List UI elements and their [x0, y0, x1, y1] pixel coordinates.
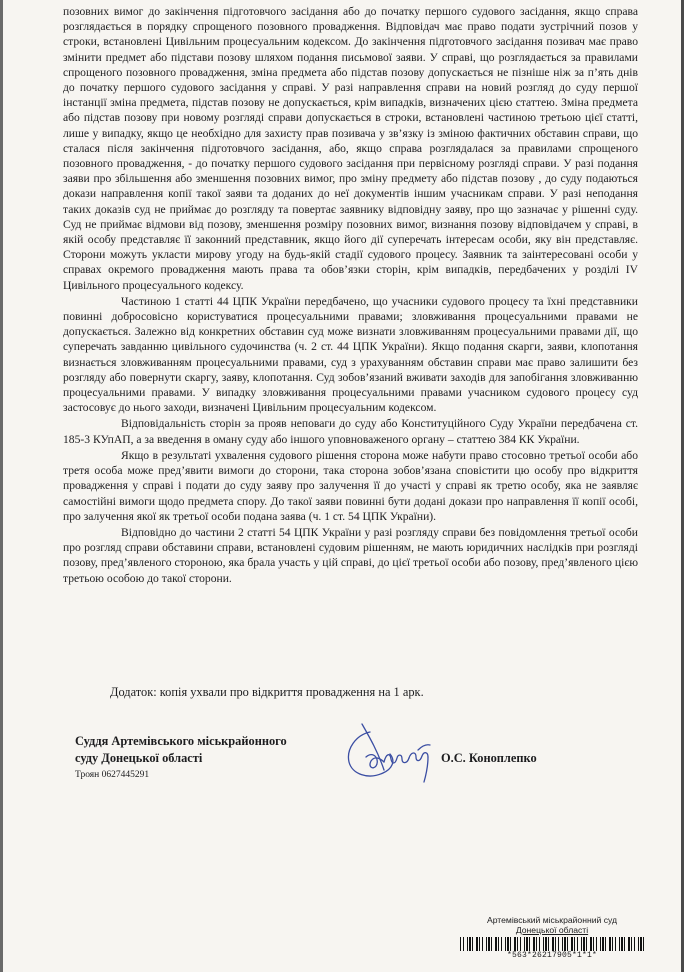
judge-title-line-1: Суддя Артемівського міськрайонного: [75, 734, 287, 748]
barcode-bar: [460, 937, 461, 951]
barcode-bar: [634, 937, 635, 951]
barcode-bar: [533, 937, 535, 951]
barcode-bar: [501, 937, 502, 951]
scan-edge-left: [0, 0, 3, 972]
signature-block: [75, 733, 287, 781]
barcode-bar: [491, 937, 492, 951]
barcode-bar: [577, 937, 578, 951]
barcode-number: *563*26217905*1*1*: [506, 951, 597, 960]
barcode-bar: [524, 937, 525, 951]
barcode-bar: [640, 937, 642, 951]
barcode-bar: [583, 937, 585, 951]
barcode-bar: [567, 937, 568, 951]
barcode-bar: [602, 937, 604, 951]
barcode-bar: [638, 937, 639, 951]
barcode-bar: [558, 937, 559, 951]
barcode-bar: [605, 937, 606, 951]
judge-title-line-2: суду Донецької області: [75, 751, 203, 765]
barcode-bar: [548, 937, 549, 951]
stamp-court-name: Артемівський міськрайонний суд: [486, 915, 618, 925]
barcode-bar: [581, 937, 582, 951]
barcode-bar: [612, 937, 613, 951]
body-paragraph-1: позовних вимог до закінчення підготовчого засідання або до початку першого судового засідання, якщо справа розглядається в порядку спрощеного позовного провадження. Відповідач має право подати зустрічний позов у строки, встановлені Цивільним процесуальним кодексом. До закінчення підготовчого засідання позивач має право змінити предмет або підстави позову шляхом подання письмової заяви. У справі, що розглядається за правилами спрощеного позовного провадження, зміна предмета або підстав позову допускається не пізніше ніж за п’ять днів до початку першого судового засідання у справі. У разі направлення справи на новий розгляд до суду першої інстанції зміна предмета, підстав позову не допускається, крім випадків, визначених цією статтею. Зміна предмета або підстав позову при новому розгляді справи допускається в строки, встановлені частиною третьою цієї статті, лише у випадку, якщо це необхідно для захисту прав позивача у зв’язку із зміною фактичних обставин справи, що сталася після закінчення підготовчого засідання, або, якщо справа розглядалася за правилами спрощеного позовного провадження, - до початку першого судового засідання при первісному розгляді справи. У разі подання заяви про збільшення або зменшення позовних вимог, про зміну предмету або підстав позову , до суду подаються докази направлення копії такої заяви та доданих до неї документів іншим учасникам справи. У разі неподання таких доказів суд не приймає до розгляду та повертає заявнику відповідну заяву, про що зазначає у рішенні суду. Суд не приймає відмови від позову, зменшення розміру позовних вимог, визнання позову відповідачем у справі, в якій особу представляє її законний представник, якщо його дії суперечать інтересам особи, яку він представляє. Сторони можуть укласти мирову угоду на будь-якій стадії судового процесу. Заявник та заінтересовані особи у справах окремого провадження мають права та обов’язки сторін, крім випадків, передбачених у розділі IV Цивільного процесуального кодексу.: [63, 5, 638, 292]
barcode-bar: [621, 937, 623, 951]
barcode-bar: [505, 937, 506, 951]
barcode-bar: [476, 937, 478, 951]
barcode-bar: [619, 937, 620, 951]
barcode-bar: [586, 937, 587, 951]
handwritten-signature: [340, 712, 440, 786]
barcode-bar: [507, 937, 509, 951]
barcode-bar: [555, 937, 556, 951]
barcode-bar: [469, 937, 471, 951]
barcode-bar: [539, 937, 540, 951]
barcode-bar: [472, 937, 473, 951]
barcode-bar: [564, 937, 566, 951]
barcode-bar: [562, 937, 563, 951]
barcode-bar: [628, 937, 630, 951]
attachment-note: Додаток: копія ухвали про відкриття провадження на 1 арк.: [110, 685, 424, 699]
barcode-bar: [574, 937, 575, 951]
barcode-bar: [520, 937, 521, 951]
body-paragraph-4: Якщо в результаті ухвалення судового рішення сторона може набути право стосовно третьої особи або третя особа може пред’явити вимоги до сторони, така сторона зобов’язана сповістити цю особу про відкриття провадження у справі і подати до суду заяву про залучення її до участі у справі як третю особу, яка не заявляє самостійні вимоги щодо предмета спору. До такої заяви повинні бути додані докази про направлення її копії особі, про залучення якої як третьої особи подана заява (ч. 1 ст. 54 ЦПК України).: [63, 448, 638, 523]
barcode-bar: [486, 937, 487, 951]
barcode-bar: [526, 937, 528, 951]
barcode-bar: [596, 937, 597, 951]
barcode-bar: [488, 937, 490, 951]
barcode-bar: [479, 937, 480, 951]
body-paragraph-3: Відповідальність сторін за прояв неповаги до суду або Конституційного Суду України передбачена ст. 185-3 КУпАП, а за введення в оману суду або іншого уповноваженого органу – статтею 384 КК України.: [63, 417, 638, 446]
barcode-bar: [482, 937, 483, 951]
body-paragraph-2: Частиною 1 статті 44 ЦПК України передбачено, що учасники судового процесу та їхні представники повинні добросовісно користуватися процесуальними правами; зловживання процесуальними правами не допускається. Залежно від конкретних обставин суд може визнати зловживанням процесуальними правами дії, що суперечать завданню цивільного судочинства (ч. 2 ст. 44 ЦПК України). Якщо подання скарги, заяви, клопотання визнається зловживанням процесуальними правами, суд з урахуванням обставин справи має право залишити без розгляду або повернути скаргу, заяву, клопотання. Суд зобов’язаний вживати заходів для запобігання зловживанню процесуальними правами. У випадку зловживання процесуальними правами учасником судового процесу суд застосовує до нього заходи, визначені Цивільним процесуальним кодексом.: [63, 294, 638, 415]
letter-body: [63, 4, 638, 586]
barcode-bar: [624, 937, 625, 951]
barcode-bar: [643, 937, 644, 951]
barcode-bar: [510, 937, 511, 951]
barcode-bar: [463, 937, 464, 951]
barcode-bar: [609, 937, 611, 951]
court-barcode-stamp: [452, 915, 652, 960]
barcode-bar: [545, 937, 547, 951]
barcode-bar: [467, 937, 468, 951]
barcode-bar: [552, 937, 554, 951]
barcode-bar: [495, 937, 497, 951]
barcode-bar: [498, 937, 499, 951]
barcode-bar: [514, 937, 516, 951]
barcode-bar: [593, 937, 594, 951]
barcode-bar: [631, 937, 632, 951]
clerk-phone: Троян 0627445291: [75, 770, 150, 780]
barcode-bar: [543, 937, 544, 951]
barcode-bar: [536, 937, 537, 951]
barcode-bar: [615, 937, 616, 951]
body-paragraph-5: Відповідно до частини 2 статті 54 ЦПК України у разі розгляду справи без повідомлення третьої особи про розгляд справи обставини справи, встановлені судовим рішенням, не мають юридичних наслідків при розгляді позову, пред’явленого стороною, яка брала участь у цій справі, до цієї третьої особи або позову, пред’явленого цією третьою особою до такої сторони.: [63, 525, 638, 585]
stamp-court-region: Донецької області: [515, 925, 589, 935]
barcode-bar: [590, 937, 592, 951]
signer-name: О.С. Коноплепко: [441, 751, 537, 765]
barcode-bar: [517, 937, 518, 951]
barcode-bar: [600, 937, 601, 951]
barcode-bar: [571, 937, 573, 951]
barcode-bar: [529, 937, 530, 951]
barcode: [460, 937, 644, 951]
